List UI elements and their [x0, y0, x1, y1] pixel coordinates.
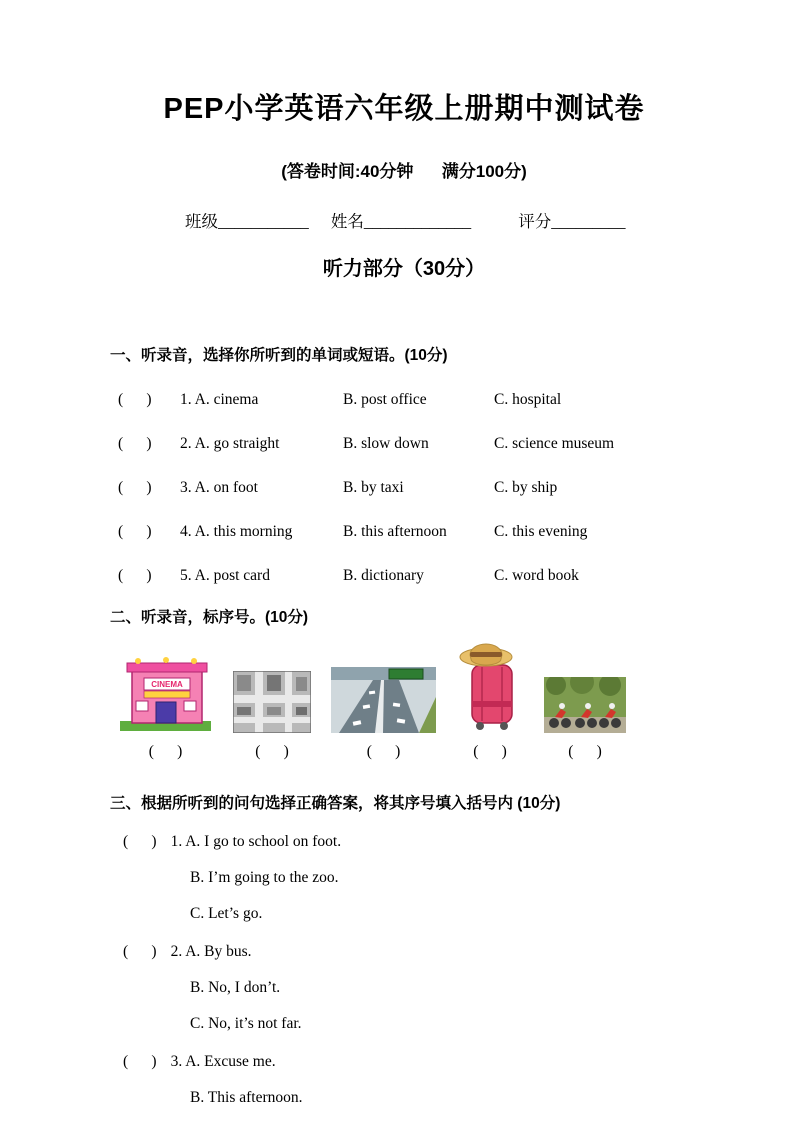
option-c: C. science museum: [494, 435, 615, 452]
option-b: B. No, I don’t.: [190, 979, 281, 996]
answer-bracket: ( ): [123, 943, 157, 960]
name-label: 姓名: [330, 212, 364, 231]
question-first-line: [110, 1052, 698, 1071]
choice-row: [110, 566, 698, 585]
option-a: 2. A. By bus.: [170, 943, 252, 960]
option-c: C. this evening: [494, 523, 588, 540]
choice-row: [110, 390, 698, 409]
option-b: B. this afternoon: [343, 523, 447, 540]
part2-item-map: [233, 671, 311, 761]
part2-images-row: [110, 641, 698, 761]
listening-section-title: 听力部分（30分）: [322, 258, 486, 280]
option-b: B. dictionary: [343, 567, 424, 584]
option-c: C. hospital: [494, 391, 562, 408]
option-c: C. word book: [494, 567, 579, 584]
score-blank: _________: [551, 212, 626, 231]
answer-bracket: ( ): [255, 743, 289, 760]
highway-road-image: [331, 667, 436, 733]
option-a: 2. A. go straight: [180, 435, 280, 452]
answer-bracket: ( ): [473, 743, 507, 760]
part2-listening-number: [110, 605, 698, 761]
name-blank: _____________: [363, 212, 472, 231]
part2-item-road: [331, 667, 436, 761]
suitcase-with-hat-image: [456, 641, 524, 733]
option-a: 3. A. Excuse me.: [170, 1053, 276, 1070]
choice-row: [110, 478, 698, 497]
question-block: [110, 832, 698, 923]
option-a: 1. A. I go to school on foot.: [170, 833, 342, 850]
part3-heading: 三、根据所听到的问句选择正确答案，将其序号填入括号内 (10分): [110, 795, 561, 812]
option-b: B. This afternoon.: [190, 1089, 303, 1106]
answer-bracket: ( ): [118, 479, 152, 496]
option-a: 4. A. this morning: [180, 523, 293, 540]
cinema-building-image: [118, 655, 213, 733]
student-info-line: [185, 208, 698, 232]
question-first-line: [110, 942, 698, 961]
question-block: [110, 1052, 698, 1107]
option-b: B. slow down: [343, 435, 429, 452]
part2-item-cinema: [118, 655, 213, 761]
answer-bracket: ( ): [118, 567, 152, 584]
part2-item-suitcase: [456, 641, 524, 761]
part2-heading: 二、听录音，标序号。(10分): [110, 609, 309, 626]
score-label: 评分: [518, 212, 552, 231]
exam-time-score-info: (答卷时间:40分钟 满分100分): [281, 162, 527, 181]
part1-heading: 一、听录音，选择你所听到的单词或短语。(10分): [110, 347, 448, 364]
option-a: 1. A. cinema: [180, 391, 259, 408]
answer-bracket: ( ): [118, 523, 152, 540]
question-block: [110, 942, 698, 1033]
class-label: 班级: [185, 212, 218, 231]
option-b: B. post office: [343, 391, 427, 408]
choice-row: [110, 434, 698, 453]
answer-bracket: ( ): [568, 743, 602, 760]
option-b: B. I’m going to the zoo.: [190, 869, 339, 886]
cinema-sign-text: CINEMA: [151, 680, 183, 689]
part1-listening-choice: [110, 343, 698, 585]
answer-bracket: ( ): [118, 435, 152, 452]
option-c: C. No, it’s not far.: [190, 1015, 302, 1032]
option-c: C. Let’s go.: [190, 905, 263, 922]
question-first-line: [110, 832, 698, 851]
answer-bracket: ( ): [123, 833, 157, 850]
option-b: B. by taxi: [343, 479, 404, 496]
answer-bracket: ( ): [118, 391, 152, 408]
answer-bracket: ( ): [366, 743, 401, 760]
option-a: 3. A. on foot: [180, 479, 258, 496]
cycling-race-image: [544, 677, 626, 733]
part3-listening-qa: [110, 791, 698, 1107]
street-map-image: [233, 671, 311, 733]
option-c: C. by ship: [494, 479, 558, 496]
answer-bracket: ( ): [148, 743, 183, 760]
part2-item-cyclists: [544, 677, 626, 761]
answer-bracket: ( ): [123, 1053, 157, 1070]
choice-row: [110, 522, 698, 541]
page-title: PEP小学英语六年级上册期中测试卷: [163, 93, 645, 125]
class-blank: ___________: [218, 212, 309, 231]
option-a: 5. A. post card: [180, 567, 270, 584]
